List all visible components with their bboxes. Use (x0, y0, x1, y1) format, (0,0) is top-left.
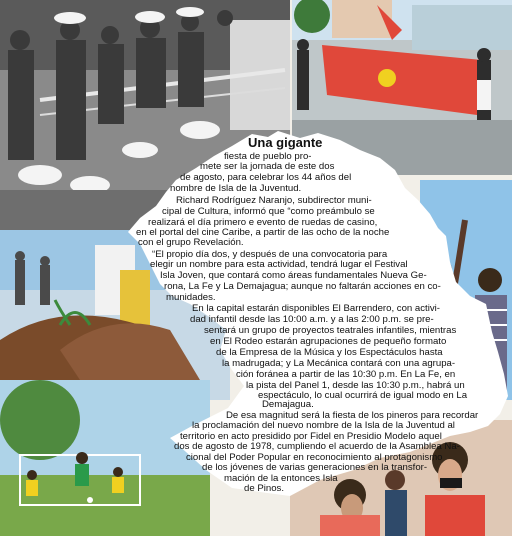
article-line: En la capital estarán disponibles El Barrendero, con activi- (192, 303, 440, 314)
article-line: la proclamación del nuevo nombre de la Isla de la Juventud al (192, 420, 455, 431)
article-line: de agosto, para celebrar los 44 años del (180, 172, 352, 183)
article-line: realizará el día primero e evento de ruedas de casino, (148, 217, 378, 228)
article-line: con el grupo Revelación. (138, 237, 244, 248)
article-line: dos de agosto de 1978, cumpliendo el acuerdo de la Asamblea Na- (174, 441, 460, 452)
article-line: Isla Joven, que contará como áreas fundamentales Nueva Ge- (160, 270, 427, 281)
article-line: mete ser la jornada de este dos (200, 161, 335, 172)
article-line: espectáculo, lo cual ocurrirá de igual modo en La (258, 390, 468, 401)
article-line: dad infantil desde las 10:00 a.m. y a las 2:00 p.m. se pre- (190, 314, 434, 325)
article-line: de la Empresa de la Música y los Espectáculos hasta (216, 347, 443, 358)
article-line: nombre de Isla de la Juventud. (170, 183, 302, 194)
article-line: en El Rodeo estarán agrupaciones de pequeño formato (210, 336, 447, 347)
article-line: la pista del Panel 1, desde las 10:30 p.m., habrá un (246, 380, 465, 391)
article-line: munidades. (166, 292, 216, 303)
article-line: la madrugada; y La Mecánica contará con una agrupa- (222, 358, 456, 369)
article-line: territorio en acto presidido por Fidel en Presidio Modelo aquel (180, 431, 442, 442)
article-line: mación de la entonces Isla (224, 473, 338, 484)
article-line: Demajagua. (262, 399, 314, 410)
article-line: cipal de Cultura, informó que “como preámbulo se (162, 206, 375, 217)
article-line: Una gigante (248, 135, 323, 150)
article-line: cional del Poder Popular en reconocimiento al protagonismo (186, 452, 443, 463)
article-line: elegir un nombre para esta actividad, tendrá lugar el Festival (150, 259, 408, 270)
article-line: De esa magnitud será la fiesta de los pineros para recordar (226, 410, 479, 421)
article-line: Richard Rodríguez Naranjo, subdirector muni- (176, 195, 372, 206)
article-line: fiesta de pueblo pro- (224, 151, 312, 162)
article-line: sentará un grupo de proyectos teatrales infantiles, mientras (204, 325, 457, 336)
article-line: de los jóvenes de varias generaciones en la transfor- (202, 462, 428, 473)
article-line: de Pinos. (244, 483, 285, 494)
article-line: ción foránea a partir de las 10:30 p.m. En La Fe, en (236, 369, 456, 380)
article-line: “El propio día dos, y después de una convocatoria para (152, 249, 388, 260)
article-line: en el portal del cine Caribe, a partir de las ocho de la noche (136, 227, 390, 238)
article-line: rona, La Fe y La Demajagua; aunque no faltarán acciones en co- (164, 281, 441, 292)
